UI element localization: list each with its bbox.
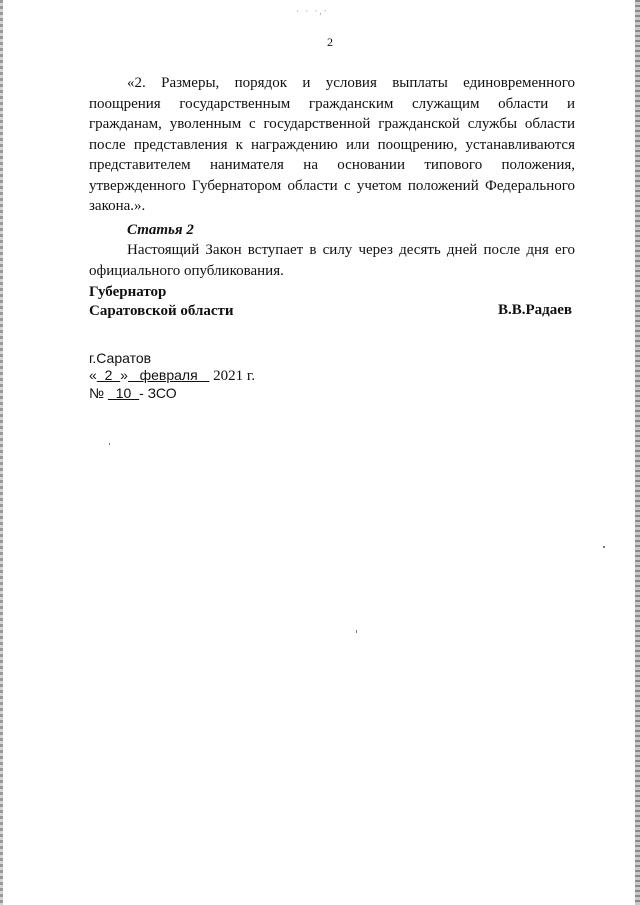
article-heading: Статья 2 xyxy=(127,222,194,238)
date-day: 2 xyxy=(96,367,121,383)
date-year: 2021 г. xyxy=(209,368,256,384)
number-prefix: № xyxy=(89,385,105,401)
date-open-quote: « xyxy=(89,367,97,383)
amendment-paragraph: «2. Размеры, порядок и условия выплаты единовременного поощрения государственным гражданским служащим области и гражданам, уволенным с государственной гражданской службы области после представления к награждению или поощрению, устанавливаются представителем нанимателя на основании типового положения, утвержденного Губернатором области с учетом положений Федерального закона.». xyxy=(89,75,575,214)
scan-speck xyxy=(603,546,605,548)
scan-speck xyxy=(109,443,110,445)
issue-place: г.Саратов xyxy=(89,350,152,366)
signatory-title xyxy=(89,283,234,321)
scan-speck xyxy=(356,630,357,633)
signatory-title-line-2: Саратовской области xyxy=(89,303,234,319)
issue-number xyxy=(89,385,255,402)
law-number: 10 xyxy=(107,385,140,401)
issue-details xyxy=(89,350,255,402)
number-suffix: - ЗСО xyxy=(139,385,177,401)
issue-date xyxy=(89,367,255,385)
date-month: февраля xyxy=(127,367,210,383)
entry-into-force-paragraph: Настоящий Закон вступает в силу через десять дней после дня его официального опубликования. xyxy=(89,242,575,279)
scan-edge-left xyxy=(0,0,3,905)
date-close-quote: » xyxy=(120,367,128,383)
scan-edge-right xyxy=(635,0,640,905)
signatory-name: В.В.Радаев xyxy=(498,302,573,318)
page-number: 2 xyxy=(327,35,333,49)
scan-artifact: · · ·,· xyxy=(296,6,329,16)
signatory-title-line-1: Губернатор xyxy=(89,284,167,300)
